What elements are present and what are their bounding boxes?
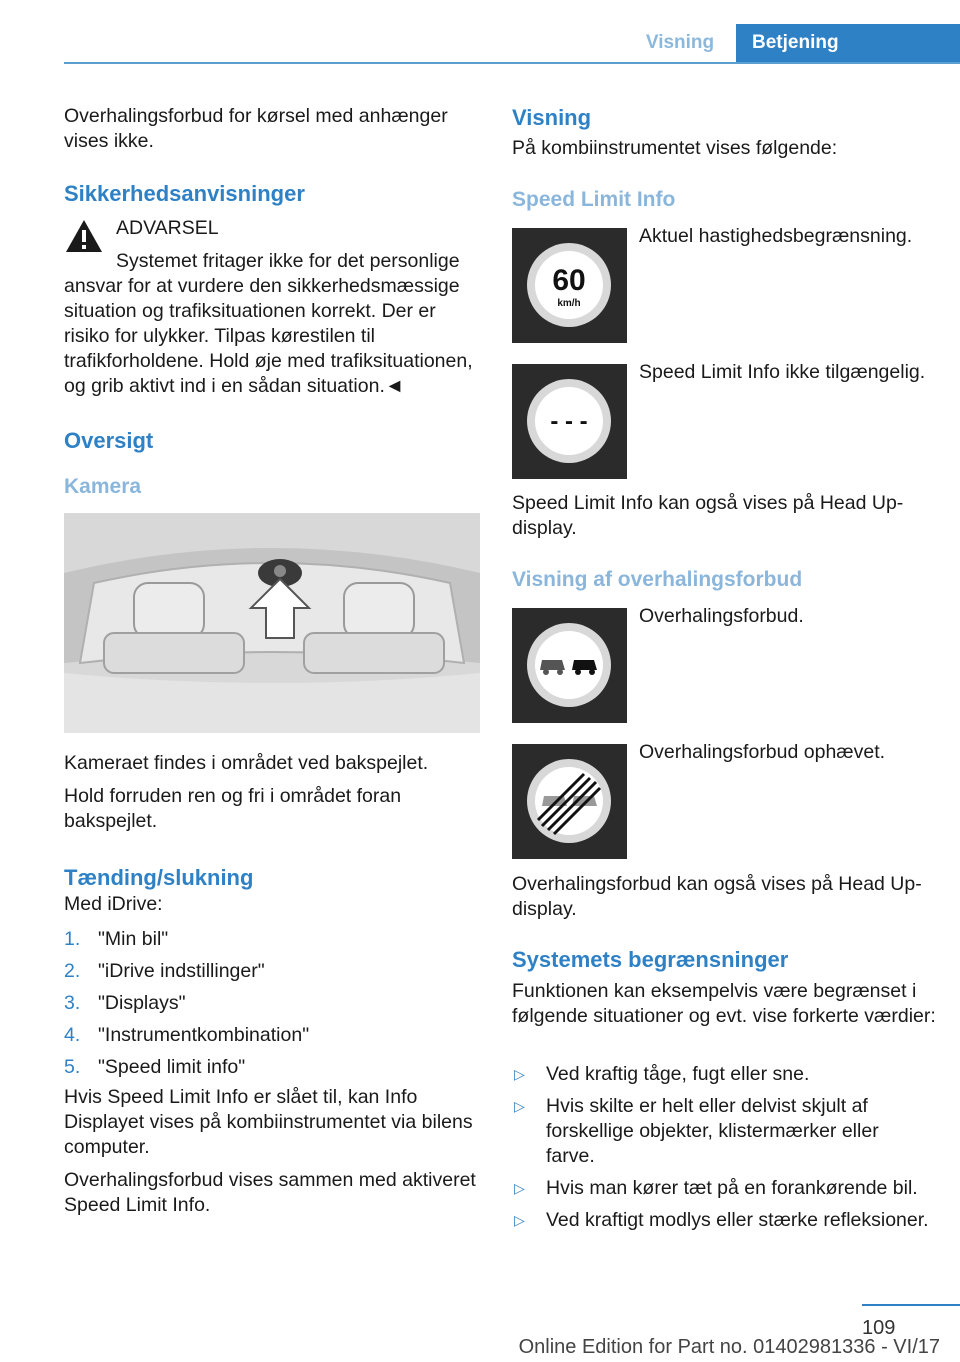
- list-item: [512, 1208, 932, 1233]
- info-display-text: Hvis Speed Limit Info er slået til, kan Info Displayet vises på kombiinstrumentet via bilens computer.: [64, 1086, 473, 1158]
- page-number: 109: [862, 1317, 896, 1339]
- step-number: 1.: [64, 928, 81, 950]
- sli-hud-text: Speed Limit Info kan også vises på Head Up-display.: [512, 492, 904, 539]
- step-label: "Speed limit info": [98, 1056, 246, 1078]
- list-item: [64, 1051, 476, 1083]
- bullet-triangle-icon: ▷: [514, 1066, 525, 1082]
- camera-heading: Kamera: [64, 475, 142, 498]
- speed-value: 60: [552, 264, 586, 297]
- display-heading: Visning: [512, 105, 592, 130]
- ot-hud-text: Overhalingsforbud kan også vises på Head Up-display.: [512, 873, 922, 920]
- limits-heading: Systemets begrænsninger: [512, 947, 789, 972]
- camera-clean-text: Hold forruden ren og fri i området foran bakspejlet.: [64, 785, 402, 832]
- sign2-caption: Speed Limit Info ikke tilgængelig.: [639, 361, 926, 383]
- camera-illustration: [64, 513, 480, 733]
- warning-block: [64, 216, 476, 399]
- intro-text: Overhalingsforbud for kørsel med anhænger vises ikke.: [64, 105, 448, 152]
- bullet-text: Ved kraftigt modlys eller stærke refleksioner.: [546, 1209, 929, 1231]
- speed-limit-unavailable-image: [512, 364, 627, 479]
- display-intro: På kombiinstrumentet vises følgende:: [512, 137, 838, 159]
- no-overtaking-sign-image: [512, 608, 627, 723]
- step-number: 3.: [64, 992, 81, 1014]
- warning-triangle-icon: [64, 218, 104, 254]
- warning-label: ADVARSEL: [116, 217, 219, 239]
- edition-footer: Online Edition for Part no. 01402981336 - VI/17: [518, 1336, 940, 1358]
- onoff-heading: Tænding/slukning: [64, 865, 254, 890]
- limits-list: [512, 1062, 932, 1240]
- bullet-triangle-icon: ▷: [514, 1212, 525, 1228]
- left-column: [64, 104, 476, 1218]
- step-label: "Min bil": [98, 928, 169, 950]
- bullet-triangle-icon: ▷: [514, 1098, 525, 1114]
- end-no-overtaking-sign-image: [512, 744, 627, 859]
- list-item: [64, 923, 476, 955]
- list-item: [512, 1176, 932, 1201]
- tab-visning[interactable]: Visning: [645, 32, 715, 53]
- footer-rule: [862, 1304, 960, 1306]
- step-number: 4.: [64, 1024, 81, 1046]
- limits-intro: Funktionen kan eksempelvis være begrænset i følgende situationer og evt. vise forkerte værdier:: [512, 980, 936, 1027]
- bullet-text: Ved kraftig tåge, fugt eller sne.: [546, 1063, 810, 1085]
- step-number: 2.: [64, 960, 81, 982]
- list-item: [64, 987, 476, 1019]
- warning-text: Systemet fritager ikke for det personlige ansvar for at vurdere den sikkerhedsmæssige situation og trafiksituationen korrekt. Der er risiko for ulykker. Tilpas kørestilen til trafikforholdene. Hold øje med trafiksituationen, og grib aktivt ind i en sådan situation.◄: [64, 250, 473, 397]
- list-item: [64, 955, 476, 987]
- speed-limit-info-heading: Speed Limit Info: [512, 188, 676, 211]
- camera-location-text: Kameraet findes i området ved bakspejlet.: [64, 752, 429, 774]
- speed-unit: km/h: [557, 298, 581, 309]
- steps-list: [64, 923, 476, 1083]
- header-rule: [64, 62, 960, 64]
- onoff-intro: Med iDrive:: [64, 893, 163, 915]
- overview-heading: Oversigt: [64, 428, 154, 453]
- bullet-text: Hvis man kører tæt på en forankørende bil.: [546, 1177, 918, 1199]
- step-label: "iDrive indstillinger": [98, 960, 265, 982]
- overtaking-note: Overhalingsforbud vises sammen med aktiveret Speed Limit Info.: [64, 1169, 476, 1216]
- step-number: 5.: [64, 1056, 81, 1078]
- safety-heading: Sikkerhedsanvisninger: [64, 181, 305, 206]
- bullet-triangle-icon: ▷: [514, 1180, 525, 1196]
- tab-betjening[interactable]: Betjening: [736, 24, 960, 62]
- overtaking-heading: Visning af overhalingsforbud: [512, 568, 803, 591]
- step-label: "Displays": [98, 992, 186, 1014]
- sign4-caption: Overhalingsforbud ophævet.: [639, 741, 886, 763]
- list-item: [512, 1094, 932, 1169]
- list-item: [64, 1019, 476, 1051]
- list-item: [512, 1062, 932, 1087]
- sign1-caption: Aktuel hastighedsbegrænsning.: [639, 225, 913, 247]
- speed-limit-sign-image: [512, 228, 627, 343]
- step-label: "Instrumentkombination": [98, 1024, 310, 1046]
- bullet-text: Hvis skilte er helt eller delvist skjult af forskellige objekter, klistermærker eller farve.: [546, 1095, 879, 1167]
- sign3-caption: Overhalingsforbud.: [639, 605, 804, 627]
- unavailable-dashes: - - -: [550, 408, 588, 435]
